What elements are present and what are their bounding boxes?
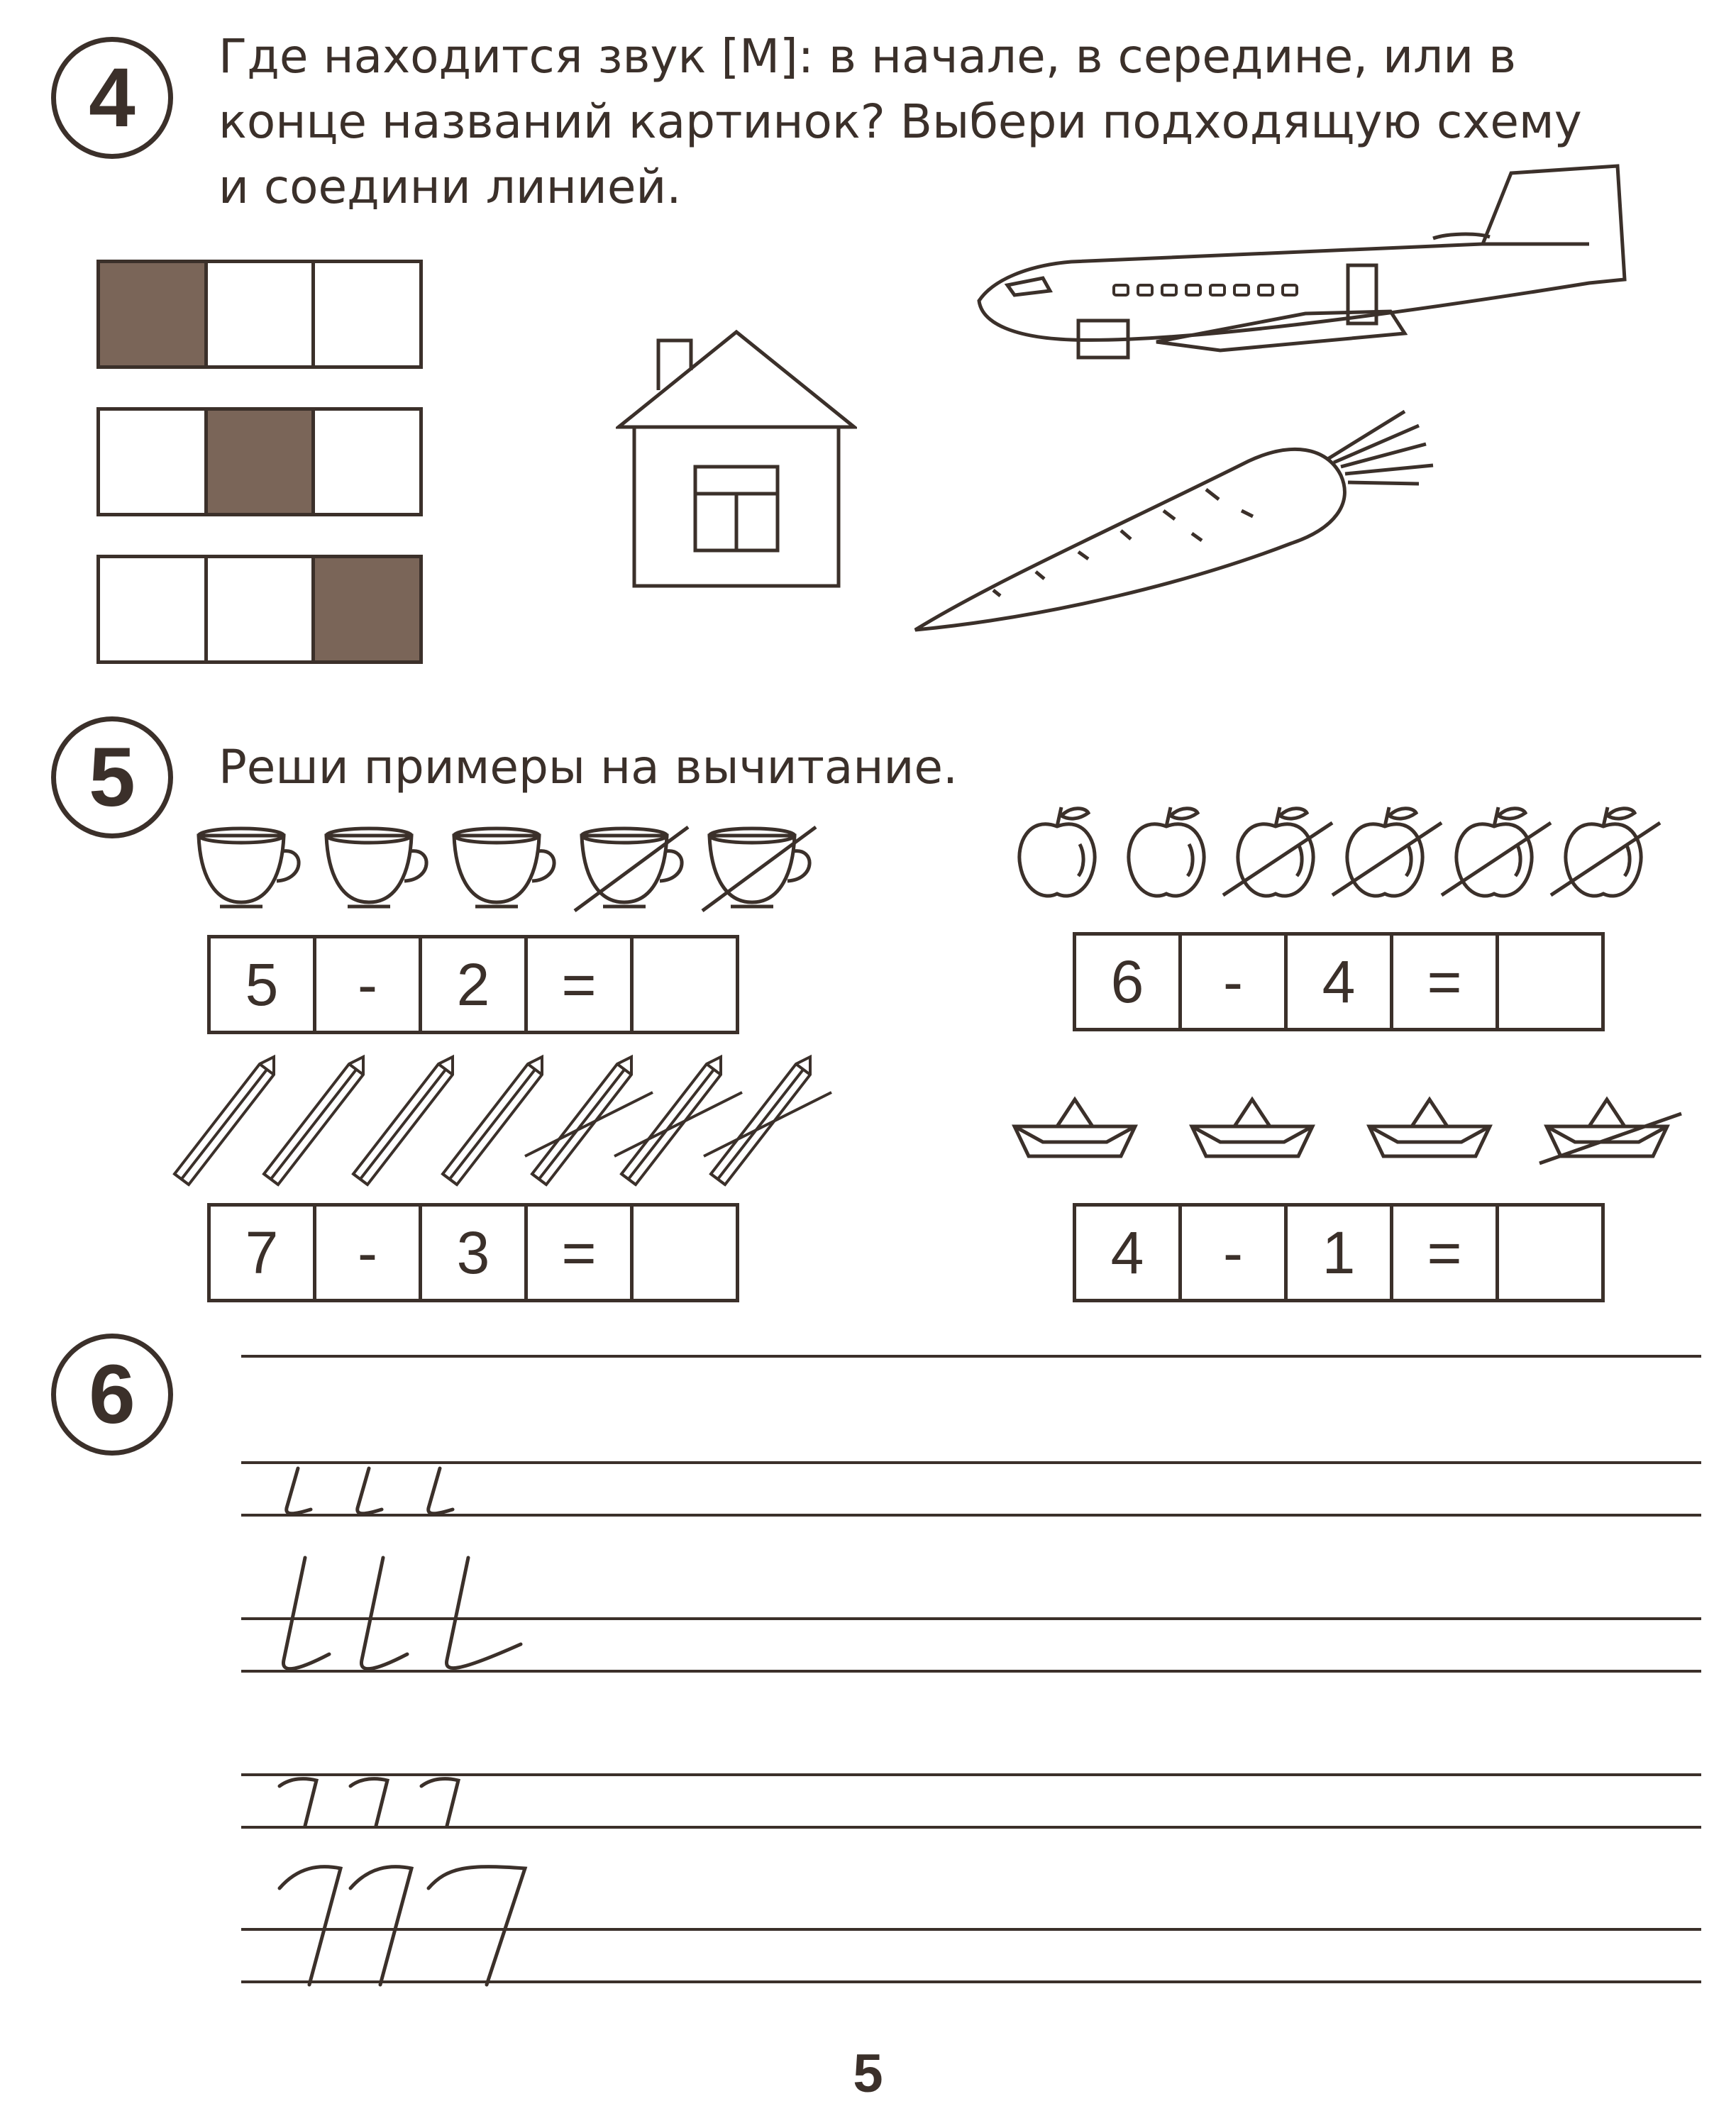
scheme-cell xyxy=(100,411,208,513)
cup-icon xyxy=(454,829,554,907)
handwriting-small-angles xyxy=(270,1773,497,1830)
equation-cups xyxy=(207,935,739,1034)
scheme-cell xyxy=(208,263,316,365)
cup-icon xyxy=(199,829,299,907)
eq-minuend: 5 xyxy=(211,938,316,1031)
cup-icon xyxy=(326,829,426,907)
handwriting-tall-hooks xyxy=(262,1553,546,1681)
handwriting-small-hooks xyxy=(270,1464,497,1521)
sound-scheme-start[interactable] xyxy=(96,260,423,369)
pencil-icon xyxy=(264,1057,363,1185)
apple-icon-crossed xyxy=(1332,807,1442,896)
boats-row xyxy=(1007,1092,1688,1170)
scheme-cell xyxy=(100,263,208,365)
eq-equals: = xyxy=(1393,1207,1499,1299)
pencil-icon-crossed xyxy=(704,1057,831,1185)
eq-subtrahend: 3 xyxy=(422,1207,528,1299)
ruling-line xyxy=(241,1355,1701,1358)
paper-boat-icon xyxy=(1369,1099,1490,1156)
eq-answer-box[interactable] xyxy=(634,1207,736,1299)
eq-minuend: 6 xyxy=(1076,936,1182,1028)
handwriting-tall-angles xyxy=(262,1860,546,1995)
apple-icon-crossed xyxy=(1223,807,1332,896)
pencil-icon-crossed xyxy=(525,1057,653,1185)
eq-operator: - xyxy=(1182,1207,1288,1299)
task-4-instruction-line-3: и соедини линией. xyxy=(219,160,682,214)
task-4-number: 4 xyxy=(51,37,173,159)
cup-icon-crossed xyxy=(575,827,688,911)
pencils-row xyxy=(167,1050,848,1192)
eq-equals: = xyxy=(528,1207,634,1299)
cups-row xyxy=(192,823,830,915)
eq-answer-box[interactable] xyxy=(1499,936,1601,1028)
apple-icon xyxy=(1129,807,1204,896)
scheme-cell xyxy=(208,558,316,660)
sound-scheme-middle[interactable] xyxy=(96,407,423,516)
eq-subtrahend: 2 xyxy=(422,938,528,1031)
eq-minuend: 4 xyxy=(1076,1207,1182,1299)
scheme-cell xyxy=(100,558,208,660)
page-number: 5 xyxy=(853,2044,883,2104)
apple-icon-crossed xyxy=(1551,807,1660,896)
scheme-cell xyxy=(208,411,316,513)
eq-minuend: 7 xyxy=(211,1207,316,1299)
apple-icon xyxy=(1019,807,1095,896)
eq-operator: - xyxy=(316,938,422,1031)
pencil-icon xyxy=(443,1057,542,1185)
task-5-number: 5 xyxy=(51,716,173,838)
eq-subtrahend: 4 xyxy=(1288,936,1393,1028)
pencil-icon-crossed xyxy=(614,1057,742,1185)
airplane-icon[interactable] xyxy=(965,159,1632,372)
task-4-instruction-line-1: Где находится звук [М]: в начале, в середине, или в xyxy=(219,29,1517,84)
eq-operator: - xyxy=(1182,936,1288,1028)
paper-boat-icon-crossed xyxy=(1539,1099,1681,1163)
eq-answer-box[interactable] xyxy=(634,938,736,1031)
eq-equals: = xyxy=(1393,936,1499,1028)
equation-boats xyxy=(1073,1203,1605,1302)
scheme-cell xyxy=(315,263,419,365)
eq-answer-box[interactable] xyxy=(1499,1207,1601,1299)
equation-apples xyxy=(1073,932,1605,1031)
equation-pencils xyxy=(207,1203,739,1302)
scheme-cell xyxy=(315,411,419,513)
sound-scheme-end[interactable] xyxy=(96,555,423,664)
cup-icon-crossed xyxy=(702,827,816,911)
paper-boat-icon xyxy=(1192,1099,1312,1156)
scheme-cell xyxy=(315,558,419,660)
pencil-icon xyxy=(353,1057,453,1185)
pencil-icon xyxy=(175,1057,274,1185)
carrot-icon[interactable] xyxy=(908,404,1447,638)
eq-subtrahend: 1 xyxy=(1288,1207,1393,1299)
apples-row xyxy=(1014,802,1696,908)
paper-boat-icon xyxy=(1014,1099,1135,1156)
house-icon[interactable] xyxy=(616,328,857,590)
eq-operator: - xyxy=(316,1207,422,1299)
apple-icon-crossed xyxy=(1442,807,1551,896)
task-4-instruction-line-2: конце названий картинок? Выбери подходящую схему xyxy=(219,94,1582,149)
eq-equals: = xyxy=(528,938,634,1031)
task-6-number: 6 xyxy=(51,1334,173,1456)
task-5-instruction: Реши примеры на вычитание. xyxy=(219,740,958,794)
